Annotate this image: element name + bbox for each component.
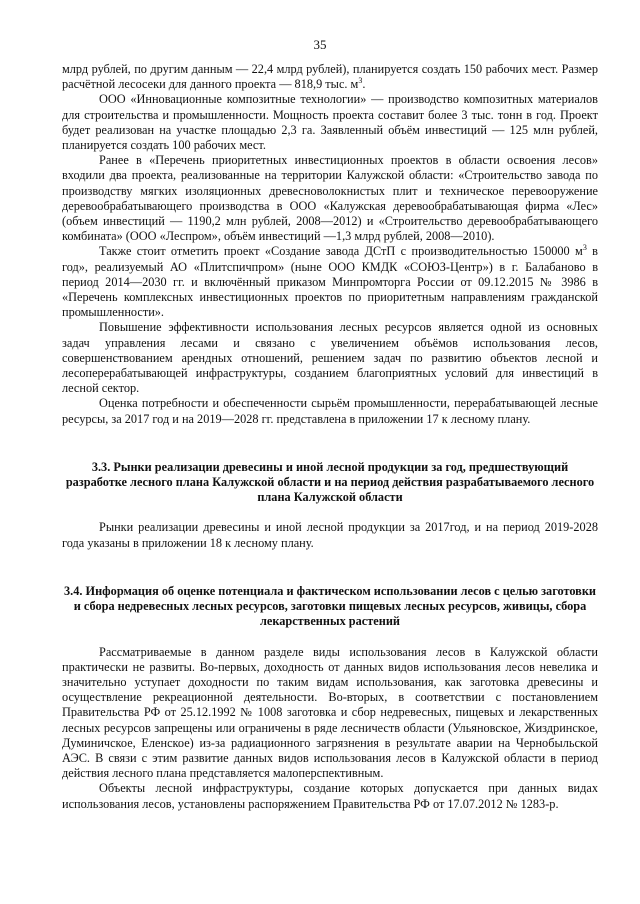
section-heading-3-3: 3.3. Рынки реализации древесины и иной лесной продукции за год, предшествующий разработке лесного плана Калужской области и на период действия разрабатываемого лесного плана Калужской области [65, 459, 595, 505]
spacer [62, 505, 598, 520]
paragraph-3: Ранее в «Перечень приоритетных инвестиционных проектов в области освоения лесов» входили два проекта, реализованные на территории Калужской области: «Строительство завода по производству мягких изоляционных древесноволокнистых плит и техническое перевооружение деревообрабатывающего производства в ООО «Калужская деревообрабатывающая фирма «Лес» (объем инвестиций — 1190,2 млн рублей, 2008—2012) и «Строительство деревообрабатывающего комбината» (ООО «Леспром», объём инвестиций —1,3 млрд рублей, 2008—2010). [62, 153, 598, 244]
page-number: 35 [313, 37, 327, 52]
paragraph-6: Оценка потребности и обеспеченности сырьём промышленности, перерабатывающей лесные ресурсы, за 2017 год и на 2019—2028 гг. представлена в приложении 17 к лесному плану. [62, 396, 598, 426]
paragraph-2: ООО «Инновационные композитные технологии» — производство композитных материалов для строительства и промышленности. Мощность проекта составит более 3 тыс. тонн в год. Проект будет реализован на участке площадью 2,3 га. Заявленный объём инвестиций — 125 млн рублей, планируется создать 100 рабочих мест. [62, 92, 598, 153]
document-body [62, 62, 598, 812]
paragraph-4: Также стоит отметить проект «Создание завода ДСтП с производительностью 150000 $м^3$ в год», реализуемый АО «Плитспичпром» (ныне ООО КМДК «СОЮЗ-Центр») в г. Балабаново в период 2014—2030 гг. и включённый приказом Минпромторга России от 09.12.2015 № 3986 в «Перечень комплексных инвестиционных проектов по приоритетным направлениям гражданской промышленности». [62, 243, 598, 320]
paragraph-5: Повышение эффективности использования лесных ресурсов является одной из основных задач управления лесами и связано с увеличением объёмов использования лесов, совершенствованием арендных отношений, решением задач по развитию объектов лесной и лесоперерабатывающей инфраструктуры, созданием благоприятных условий для инвестиций в лесной сектор. [62, 320, 598, 396]
paragraph-8: Рассматриваемые в данном разделе виды использования лесов в Калужской области практически не развиты. Во-первых, доходность от данных видов использования лесов невелика и значительно уступает доходности по таким видам использования, как заготовка древесины и осуществление рекреационной деятельности. Во-вторых, в соответствии с постановлением Правительства РФ от 25.12.1992 № 1008 заготовка и сбор недревесных, пищевых и лекарственных лесных ресурсов запрещены или ограничены в ряде лесничеств области (Ульяновское, Жиздринское, Думиничское, Еленское) из-за радиационного загрязнения в результате аварии на Чернобыльской АЭС. В связи с этим развитие данных видов использования лесов в Калужской области в период действия лесного плана представляется малоперспективным. [62, 644, 598, 781]
section-heading-3-4: 3.4. Информация об оценке потенциала и фактическом использовании лесов с целью заготовки и сбора недревесных лесных ресурсов, заготовки пищевых лесных ресурсов, живицы, сбора лекарственных растений [64, 583, 596, 629]
paragraph-1: млрд рублей, по другим данным — 22,4 млрд рублей), планируется создать 150 рабочих мест. Размер расчётной лесосеки для данного проекта — 818,9 тыс. $м^3$. [62, 62, 598, 92]
paragraph-9: Объекты лесной инфраструктуры, создание которых допускается при данных видах использования лесов, установлены распоряжением Правительства РФ от 17.07.2012 № 1283-р. [62, 781, 598, 811]
spacer [62, 551, 598, 584]
paragraph-7: Рынки реализации древесины и иной лесной продукции за 2017год, и на период 2019-2028 года указаны в приложении 18 к лесному плану. [62, 520, 598, 550]
spacer [62, 427, 598, 460]
spacer [62, 630, 598, 645]
